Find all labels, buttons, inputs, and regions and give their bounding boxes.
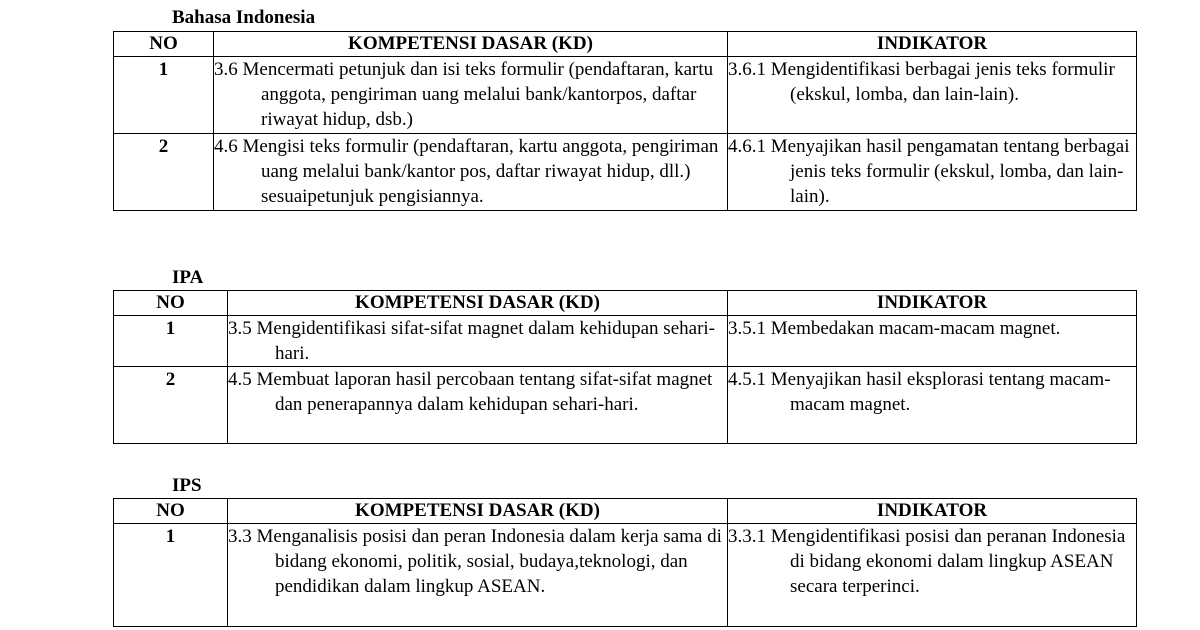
table-ips <box>113 498 1137 627</box>
indikator-cell <box>728 367 1137 444</box>
indikator-cell <box>728 316 1137 367</box>
table-row <box>114 316 1137 367</box>
header-no: NO <box>114 499 228 524</box>
header-indikator: INDIKATOR <box>728 499 1137 524</box>
section-title-ips: IPS <box>172 475 202 496</box>
table-row <box>114 524 1137 627</box>
indikator-text: 3.6.1 Mengidentifikasi berbagai jenis teks formulir (ekskul, lomba, dan lain-lain). <box>728 59 1115 105</box>
table-header-row <box>114 32 1137 57</box>
section-title-ipa: IPA <box>172 267 204 288</box>
kd-text: 4.5 Membuat laporan hasil percobaan tentang sifat-sifat magnet dan penerapannya dalam kehidupan sehari-hari. <box>228 369 713 415</box>
row-number: 2 <box>114 367 228 444</box>
header-kd: KOMPETENSI DASAR (KD) <box>214 32 728 57</box>
row-number: 1 <box>114 57 214 134</box>
table-header-row <box>114 291 1137 316</box>
header-indikator: INDIKATOR <box>728 32 1137 57</box>
row-number: 1 <box>114 316 228 367</box>
kd-cell <box>214 57 728 134</box>
table-ipa <box>113 290 1137 444</box>
header-kd: KOMPETENSI DASAR (KD) <box>228 499 728 524</box>
kd-cell <box>228 367 728 444</box>
kd-text: 3.5 Mengidentifikasi sifat-sifat magnet dalam kehidupan sehari-hari. <box>228 318 715 364</box>
table-row <box>114 134 1137 211</box>
indikator-cell <box>728 134 1137 211</box>
table-bahasa-indonesia <box>113 31 1137 211</box>
indikator-text: 4.5.1 Menyajikan hasil eksplorasi tentang macam-macam magnet. <box>728 369 1111 415</box>
header-kd: KOMPETENSI DASAR (KD) <box>228 291 728 316</box>
row-number: 1 <box>114 524 228 627</box>
table-header-row <box>114 499 1137 524</box>
header-no: NO <box>114 32 214 57</box>
indikator-cell <box>728 57 1137 134</box>
indikator-text: 4.6.1 Menyajikan hasil pengamatan tentang berbagai jenis teks formulir (ekskul, lomba, dan lain-lain). <box>728 136 1130 207</box>
indikator-text: 3.5.1 Membedakan macam-macam magnet. <box>728 318 1061 339</box>
kd-text: 3.3 Menganalisis posisi dan peran Indonesia dalam kerja sama di bidang ekonomi, politik, sosial, budaya,teknologi, dan pendidikan dalam lingkup ASEAN. <box>228 526 722 597</box>
kd-cell <box>228 316 728 367</box>
header-indikator: INDIKATOR <box>728 291 1137 316</box>
kd-cell <box>228 524 728 627</box>
kd-text: 3.6 Mencermati petunjuk dan isi teks formulir (pendaftaran, kartu anggota, pengiriman uang melalui bank/kantorpos, daftar riwayat hidup, dsb.) <box>214 59 714 130</box>
indikator-cell <box>728 524 1137 627</box>
table-row <box>114 57 1137 134</box>
indikator-text: 3.3.1 Mengidentifikasi posisi dan peranan Indonesia di bidang ekonomi dalam lingkup ASEAN secara terperinci. <box>728 526 1126 597</box>
kd-text: 4.6 Mengisi teks formulir (pendaftaran, kartu anggota, pengiriman uang melalui bank/kantor pos, daftar riwayat hidup, dll.) sesuaipetunjuk pengisiannya. <box>214 136 719 207</box>
header-no: NO <box>114 291 228 316</box>
next-row-border <box>113 626 1136 627</box>
table-row <box>114 367 1137 444</box>
row-number: 2 <box>114 134 214 211</box>
kd-cell <box>214 134 728 211</box>
section-title-bahasa-indonesia: Bahasa Indonesia <box>172 7 316 28</box>
